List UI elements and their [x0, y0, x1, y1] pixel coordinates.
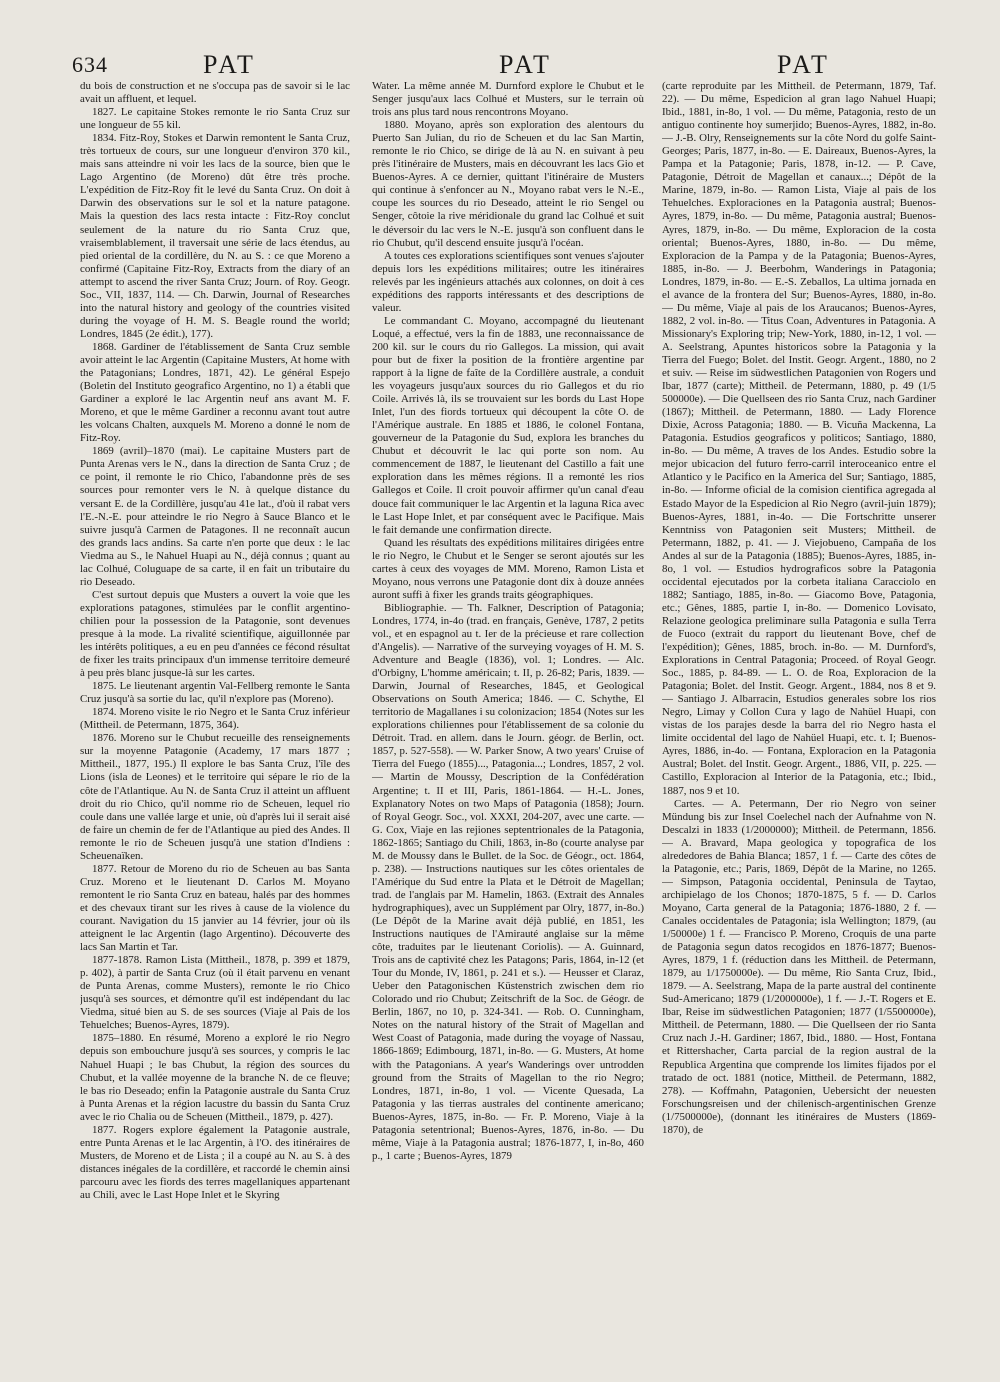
running-head-center: PAT	[499, 50, 552, 79]
page-number: 634	[72, 52, 108, 77]
paragraph: 1877. Rogers explore également la Patagonie australe, entre Punta Arenas et le lac Argentin, à l'O. des itinéraires de Musters, de Moreno et de Lista ; il a coupé au N. au S. à des distances inégales de la cordillère, et raccordé le chemin ainsi parcouru avec les fiords des terres magellaniques appartenant au Chili, avec le Last Hope Inlet et le Skyring	[80, 1123, 350, 1201]
paragraph: 1877-1878. Ramon Lista (Mittheil., 1878, p. 399 et 1879, p. 402), à partir de Santa Cruz (où il était parvenu en venant de Punta Arenas, comme Musters), remonte le rio Chico jusqu'à ses sources, et démontre qu'il est indépendant du lac Viedma, situé bien au S. de ses sources (Viaje al Pais de los Tehuelches; Buenos-Ayres, 1879).	[80, 954, 350, 1032]
paragraph: A toutes ces explorations scientifiques sont venues s'ajouter depuis lors les expéditions militaires; outre les itinéraires relevés par les ingénieurs attachés aux colonnes, on doit à ces expéditions des rapports intéressants et des descriptions de valeur.	[372, 249, 644, 314]
bibliography-paragraph: Bibliographie. — Th. Falkner, Description of Patagonia; Londres, 1774, in-4o (trad. en français, Genève, 1787, 2 petits vol., et en espagnol au t. Ier de la précieuse et rare collection d'Angelis). — Narrative of the surveying voyages of H. M. S. Adventure and Beagle (1836), vol. 1; Londres. — Alc. d'Orbigny, L'homme américain; t. II, p. 26-82; Paris, 1839. — Darwin, Journal of Researches, 1845, et Geological Observations on South America; 1846. — C. Schythe, El territorio de Magallanes i su colonizacion; 1854 (Notes sur les explorations chiliennes pour l'établissement de sa colonie du Détroit. Trad. en allem. dans le Journ. géogr. de Berlin, oct. 1857, p. 527-558). — W. Parker Snow, A two years' Cruise of Tierra del Fuego (1855)..., Patagonia...; Londres, 1857, 2 vol. — Martin de Moussy, Description de la Confédération Argentine; t. II et III, Paris, 1861-1864. — H.-L. Jones, Explanatory Notes on two Maps of Patagonia (1858); Journ. of Royal Geogr. Soc., vol. XXXI, 204-207, avec une carte. — G. Cox, Viaje en las rejiones septentrionales de la Patagonia, 1862-1865; Santiago du Chili, 1863, in-8o (courte analyse par M. de Moussy dans le Bullet. de la Soc. de Géogr., oct. 1864, p. 238). — Instructions nautiques sur les côtes orientales de l'Amérique du Sud entre la Plata et le Détroit de Magellan; trad. de l'anglais par M. Hamelin, 1863. (Extrait des Annales hydrographiques), avec un Supplément par Olry, 1877, in-8o.) (Le Dépôt de la Marine avait déjà publié, en 1851, les Instructions nautiques de l'Amirauté anglaise sur la même côte, traduites par le lieutenant Coriolis). — A. Guinnard, Trois ans de captivité chez les Patagons; Paris, 1864, in-12 (et Tour du Monde, IV, 1861, p. 241 et s.). — Heusser et Claraz, Ueber den Patagonischen Küstenstrich zwischen dem rio Colorado und rio Chubut; Zeitschrift de la Soc. de Géogr. de Berlin, 1867, no 10, p. 324-341. — Rob. O. Cunningham, Notes on the natural history of the Strait of Magellan and West Coast of Patagonia, made during the voyage of Nassau, 1866-1869; Edimbourg, 1871, in-8o. — G. Musters, At home with the Patagonians. A year's Wanderings over untrodden ground from the Straits of Magellan to the rio Negro; Londres, 1871, in-8o, 1 vol. — Vicente Quesada, La Patagonia y las tierras australes del continente americano; Buenos-Ayres, 1875, in-8o. — Fr. P. Moreno, Viaje à la Patagonia setentrional; Buenos-Ayres, 1876, in-8o. — Du même, Viaje à la Patagonia austral; 1876-1877, I, in-8o, 460 p., 1 carte ; Buenos-Ayres, 1879	[372, 601, 644, 1162]
paragraph: Le commandant C. Moyano, accompagné du lieutenant Loqué, a effectué, vers la fin de 1883, une reconnaissance de 200 kil. sur le cours du rio Gallegos. La mission, qui avait pour but de fixer la position de la frontière argentine par rapport à la ligne de faîte de la Cordillère australe, a conduit les voyageurs jusqu'aux sources du rio Gallegos et du rio Coile. Arrivés là, ils se trouvaient sur les bords du Last Hope Inlet, l'un des fiords tortueux qui découpent la côte O. de l'Amérique australe. En 1885 et 1886, le colonel Fontana, gouverneur de la Patagonie du Sud, explora les branches du Chubut et découvrit le lac qui porte son nom. Au commencement de 1887, le lieutenant del Castillo a fait une exploration dans les mêmes régions. Il a remonté les rios Gallegos et Coile. Il croit pouvoir affirmer qu'un canal d'eau douce fait communiquer le lac Argentin et la laguna Rica avec le Last Hope Inlet, et par conséquent avec le Pacifique. Mais le fait demande une confirmation directe.	[372, 314, 644, 536]
column-left	[80, 80, 350, 1370]
page-header	[0, 50, 1000, 84]
paragraph: 1877. Retour de Moreno du rio de Scheuen au bas Santa Cruz. Moreno et le lieutenant D. Carlos M. Moyano remontent le rio Santa Cruz en bateau, halés par des hommes et des chevaux tirant sur les rives à cause de la violence du courant. Navigation du 15 janvier au 14 février, jour où ils atteignent le lac Argentin (lago Argentino). Découverte des lacs San Martin et Tar.	[80, 862, 350, 954]
bibliography-paragraph: (carte reproduite par les Mittheil. de Petermann, 1879, Taf. 22). — Du même, Espedicion al gran lago Nahuel Huapi; Ibid., 1881, in-8o, 1 vol. — Du même, Patagonia, resto de un antiguo continente hoy sumerjido; Buenos-Ayres, 1882, in-8o. — J.-B. Olry, Renseignements sur la côte Nord du golfe Saint-Georges; Paris, 1877, in-8o. — E. Daireaux, Buenos-Ayres, la Pampa et la Patagonie; Paris, 1878, in-12. — P. Cave, Patagonie, Détroit de Magellan et canaux...; Dépôt de la Marine, 1879, in-8o. — Ramon Lista, Viaje al pais de los Tehuelches. Exploraciones en la Patagonia austral; Buenos-Ayres, 1879, in-8o. — Du même, Patagonia austral; Buenos-Ayres, 1879, in-8o. — Du même, Exploracion de la costa oriental; Buenos-Ayres, 1880, in-8o. — Du même, Exploracion de la Pampa y de la Patagonia; Buenos-Ayres, 1885, in-8o. — J. Beerbohm, Wanderings in Patagonia; Londres, 1879, in-8o. — E.-S. Zeballos, La ultima jornada en el avance de la frontera del Sur; Buenos-Ayres, 1880, in-8o. — Du même, Viaje al pais de los Araucanos; Buenos-Ayres, 1882, 2 vol. in-8o. — Titus Coan, Adventures in Patagonia. A Missionary's Exploring trip; New-York, 1880, in-12, 1 vol. — A. Seelstrang, Apuntes historicos sobre la Patagonia y la Tierra del Fuego; Bolet. del Instit. Geogr. Argent., 1880, no 2 et suiv. — Reise im südwestlichen Patagonien von Rogers und Ibar, 1877 (carte); Mittheil. de Petermann, 1880, p. 49 (1/5 500000e). — Die Quellseen des rio Santa Cruz, nach Gardiner (1867); Mittheil. de Petermann, 1880. — Lady Florence Dixie, Across Patagonia; 1880. — B. Vicuña Mackenna, La Patagonia. Estudios geograficos y politicos; Santiago, 1880, in-8o. — Du même, A traves de los Andes. Estudio sobre la mejor ubicacion del futuro ferro-carril interoceanico entre el Atlantico y le Pacifico en la America del Sur; Santiago, 1885, in-8o. — Informe oficial de la comision cientifica agregada al Estado Mayor de la Espedicion al Rio Negro (avril-juin 1879); Buenos-Ayres, 1881, in-4o. — Die Fortschritte unserer Kenntniss von Patagonien seit Musters; Mittheil. de Petermann, 1882, p. 41. — J. Viejobueno, Campaña de los Andes al sur de la Patagonia (1885); Buenos-Ayres, 1885, in-8o, 1 vol. — Estudios hydrograficos sobre la Patagonia occidental ejecutados por la corbeta italiana Caracciolo en 1882; Santiago, 1885, in-8o. — Giacomo Bove, Patagonia, etc.; Gênes, 1885, partie I, in-8o. — Domenico Lovisato, Relazione geologica preliminare sulla Patagonia e sulla Terra de Fuoco (extrait du rapport du lieutenant Bove, chef de l'expédition); Gênes, 1885, broch. in-8o. — M. Durnford's, Explorations in Central Patagonia; Proceed. of Royal Geogr. Soc., 1885, p. 84-89. — L. O. de Roa, Exploracion de la Patagonia; Bolet. del Instit. Geogr. Argent., 1884, nos 8 et 9. — Santiago J. Albarracin, Estudios generales sobre los rios Negro, Limay y Collon Cura y lago de Nahüel Huapi, con vistas de los parajes desde la barra del rio Negro hasta el limite occidental del lago de Nahüel Huapi, etc. t. I; Buenos-Ayres, 1886, in-4o. — Fontana, Exploracion en la Patagonia Austral; Bolet. del Instit. Geogr. Argent., 1886, VII, p. 225. — Castillo, Exploracion al Interior de la Patagonia, etc.; Ibid., 1887, nos 9 et 10.	[662, 80, 936, 797]
paragraph: 1869 (avril)–1870 (mai). Le capitaine Musters part de Punta Arenas vers le N., dans la direction de Santa Cruz ; de ce point, il remonte le rio Chico, l'abandonne près de ses sources pour remonter vers le N. à quelque distance du versant E. de la Cordillère, jusqu'au 41e lat., d'où il rabat vers l'E.-N.-E. pour atteindre le rio Negro à Sauce Blanco et le suivre jusqu'à Carmen de Patagones. Il ne reconnaît aucun des grands lacs andins. Sa carte n'en porte que deux : le lac Viedma au S., le Nahuel Huapi au N., déjà connus ; quant au lac Colhué, Coluguape de sa carte, il en fait un tributaire du rio Deseado.	[80, 445, 350, 588]
paragraph: C'est surtout depuis que Musters a ouvert la voie que les explorations patagones, stimulées par le conflit argentino-chilien pour la possession de la Patagonie, sont devenues presque à la mode. La rivalité scientifique, aiguillonnée par les intérêts politiques, a eu en peu d'années ce fécond résultat de fixer les traits principaux d'un immense territoire demeuré à peu près blanc jusque-là sur les cartes.	[80, 588, 350, 680]
paragraph: 1874. Moreno visite le rio Negro et le Santa Cruz inférieur (Mittheil. de Petermann, 1875, 364).	[80, 706, 350, 732]
paragraph: Quand les résultats des expéditions militaires dirigées entre le rio Negro, le Chubut et le Senger se seront ajoutés sur les cartes à ceux des voyages de MM. Moreno, Ramon Lista et Moyano, nous verrons une Patagonie dont dix à douze années auront suffi à fixer les grands traits géographiques.	[372, 536, 644, 601]
paragraph: 1876. Moreno sur le Chubut recueille des renseignements sur la moyenne Patagonie (Academy, 17 mars 1877 ; Mittheil., 1877, 195.) Il explore le bas Santa Cruz, l'île des Lions (isla de Leones) et le territoire qui sépare le rio de la côte de l'Atlantique. Au N. de Santa Cruz il atteint un affluent droit du rio Chico, qu'il nomme rio de Scheuen, lequel rio coule dans une vallée large et unie, où d'après lui il serait aisé de faire un chemin de fer de l'Atlantique au pied des Andes. Il remonte le rio de Scheuen jusqu'à une station d'Indiens : Scheuenaïken.	[80, 732, 350, 862]
running-head-right: PAT	[777, 50, 830, 79]
paragraph: 1875. Le lieutenant argentin Val-Fellberg remonte le Santa Cruz jusqu'à sa sortie du lac, qu'il n'explore pas (Moreno).	[80, 680, 350, 706]
paragraph: Water. La même année M. Durnford explore le Chubut et le Senger jusqu'aux lacs Colhué et Musters, sur le terrain où trois ans plus tard nous rencontrons Moyano.	[372, 80, 644, 119]
column-right	[662, 80, 936, 1370]
paragraph: 1880. Moyano, après son exploration des alentours du Puerto San Julian, du rio de Scheuen et du lac San Martin, remonte le rio Chico, se dirige de là au N. en suivant à peu près l'itinéraire de Musters, mais en découvrant les lacs Gio et Buenos-Ayres. A ce dernier, quittant l'itinéraire de Musters qui continue à s'enfoncer au N., Moyano rabat vers le N.-E., coupe les sources du rio Deseado, atteint le rio Sengel ou Senger, côtoie la rive méridionale du grand lac Colhué et suit le déversoir du lac vers le N.-E. jusqu'à son confluent dans le rio Chubut, qu'il descend ensuite jusqu'à l'océan.	[372, 119, 644, 249]
paragraph: 1868. Gardiner de l'établissement de Santa Cruz semble avoir atteint le lac Argentin (Capitaine Musters, At home with the Patagonians; Londres, 1871, 42). Le général Espejo (Boletin del Instituto geografico Argentino, no 1) a établi que Gardiner a exploré le lac Argentin neuf ans avant M. F. Moreno, et que le même Gardiner a reconnu avant tout autre les volcans Chalten, auxquels M. Moreno a donné le nom de Fitz-Roy.	[80, 340, 350, 445]
maps-paragraph: Cartes. — A. Petermann, Der rio Negro von seiner Mündung bis zur Insel Coelechel nach der Aufnahme von N. Descalzi in 1833 (1/2000000); Mittheil. de Petermann, 1856. — A. Bravard, Mapa geologica y topografica de los alrededores de Bahia Blanca; 1857, 1 f. — Carte des côtes de la Patagonie, etc.; Paris, 1869, Dépôt de la Marine, no 1265. — Simpson, Patagonia occidental, Peninsula de Taytao, archipielago de los Chonos; 1870-1875, 5 f. — D. Carlos Moyano, Carta general de la Patagonia; 1876-1880, 2 f. — Canales occidentales de Patagonia; isla Wellington; 1879, (au 1/50000e) 1 f. — Francisco P. Moreno, Croquis de una parte de Patagonia segun datos recogidos en 1876-1877; Buenos-Ayres, 1879, 1 f. (réduction dans les Mittheil. de Petermann, 1879, au 1/1750000e). — Du même, Rio Santa Cruz, Ibid., 1879. — A. Seelstrang, Mapa de la parte austral del continente Sud-Americano; 1879 (1/2000000e), 1 f. — J.-T. Rogers et E. Ibar, Reise im südwestlichen Patagonien; 1877 (1/5500000e), Mittheil. de Petermann, 1880. — Die Quellseen der rio Santa Cruz nach J.-H. Gardiner; 1867, Ibid., 1880. — Host, Fontana et Rittershacher, Carta parcial de la region austral de la Republica Argentina que comprende los limites fijados por el tratado de oct. 1881 (notice, Mittheil. de Petermann, 1882, 278). — Koffmahn, Patagonien, Uebersicht der neuesten Forschungsreisen und der chilenisch-argentinischen Grenze (1/7500000e), (donnant les itinéraires de Musters (1869-1870), de	[662, 797, 936, 1136]
paragraph: 1834. Fitz-Roy, Stokes et Darwin remontent le Santa Cruz, très tortueux de cours, sur une longueur d'environ 370 kil., mais sans atteindre ni voir les lacs de la source, bien que le Lago Argentino (de Moreno) dût être très proche. L'expédition de Fitz-Roy fit le levé du Santa Cruz. On doit à Darwin des observations sur le sol et la nature patagone. Mais la question des lacs resta intacte : Fitz-Roy conclut seulement de la nature du rio Santa Cruz que, vraisemblablement, il traversait une série de lacs étendus, au pied oriental de la cordillère, du N. au S. : ce que Moreno a confirmé (Capitaine Fitz-Roy, Extracts from the diary of an attempt to ascend the river Santa Cruz; Journ. of Roy. Geogr. Soc., VII, 1837, 114. — Ch. Darwin, Journal of Researches into the natural history and geology of the countries visited during the voyage of H. M. S. Beagle round the world; Londres, 1845 (2e édit.), 177).	[80, 132, 350, 340]
running-head-left: PAT	[203, 50, 256, 79]
paragraph: 1875–1880. En résumé, Moreno a exploré le rio Negro depuis son embouchure jusqu'à ses sources, y compris le lac Nahuel Huapi ; le bas Chubut, la région des sources du Chubut, et la vallée moyenne de la branche N. de ce fleuve; le bas rio Deseado; enfin la Patagonie australe du Santa Cruz à Punta Arenas et la région lacustre du bassin du Santa Cruz avec le rio Chalia ou de Scheuen (Mittheil., 1879, p. 427).	[80, 1032, 350, 1123]
column-middle	[372, 80, 644, 1370]
paragraph: 1827. Le capitaine Stokes remonte le rio Santa Cruz sur une longueur de 55 kil.	[80, 106, 350, 132]
paragraph: du bois de construction et ne s'occupa pas de savoir si le lac avait un affluent, et lequel.	[80, 80, 350, 106]
